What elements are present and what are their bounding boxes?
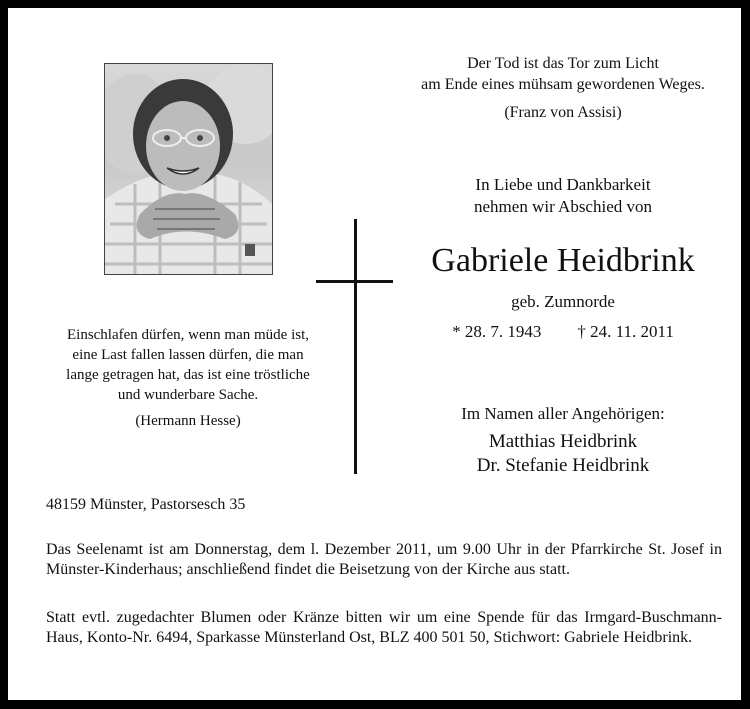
quote-top	[408, 53, 718, 123]
quote-top-line: Der Tod ist das Tor zum Licht	[467, 55, 659, 72]
quote-top-line: am Ende eines mühsam gewordenen Weges.	[421, 76, 705, 93]
portrait-photo	[104, 63, 273, 275]
intro-line: In Liebe und Dankbarkeit	[475, 175, 651, 194]
family-member: Matthias Heidbrink	[488, 431, 638, 452]
quote-left-source: (Hermann Hesse)	[135, 413, 241, 429]
portrait-image	[105, 64, 272, 274]
life-dates	[408, 321, 718, 343]
quote-left-line: lange getragen hat, das ist eine tröstliche	[66, 367, 310, 383]
birth-date: * 28. 7. 1943	[452, 322, 542, 341]
family-member: Dr. Stefanie Heidbrink	[476, 455, 650, 476]
quote-left-line: und wunderbare Sache.	[117, 387, 259, 403]
quote-left-line: Einschlafen dürfen, wenn man müde ist,	[66, 327, 309, 343]
quote-top-source: (Franz von Assisi)	[504, 104, 622, 121]
death-date: † 24. 11. 2011	[577, 322, 674, 341]
deceased-name: Gabriele Heidbrink	[431, 242, 695, 279]
obituary-notice	[8, 8, 741, 700]
quote-left	[28, 325, 348, 431]
farewell-intro	[408, 174, 718, 218]
family-intro: Im Namen aller Angehörigen:	[461, 404, 665, 423]
intro-line: nehmen wir Abschied von	[474, 197, 652, 216]
birth-name: geb. Zumnorde	[511, 292, 615, 311]
quote-left-line: eine Last fallen lassen dürfen, die man	[72, 347, 304, 363]
cross-icon-bar	[316, 280, 393, 283]
donation-paragraph: Statt evtl. zugedachter Blumen oder Kränze bitten wir um eine Spende für das Irmgard-Buschmann-Haus, Konto-Nr. 6494, Sparkasse Münsterland Ost, BLZ 400 501 50, Stichwort: Gabriele Heidbrink.	[46, 609, 722, 646]
address: 48159 Münster, Pastorsesch 35	[46, 496, 246, 513]
family-members	[408, 430, 718, 478]
funeral-service-paragraph: Das Seelenamt ist am Donnerstag, dem l. Dezember 2011, um 9.00 Uhr in der Pfarrkirche St. Josef in Münster-Kinderhaus; anschließend findet die Beisetzung von der Kirche aus statt.	[46, 541, 722, 578]
cross-icon	[354, 219, 357, 474]
